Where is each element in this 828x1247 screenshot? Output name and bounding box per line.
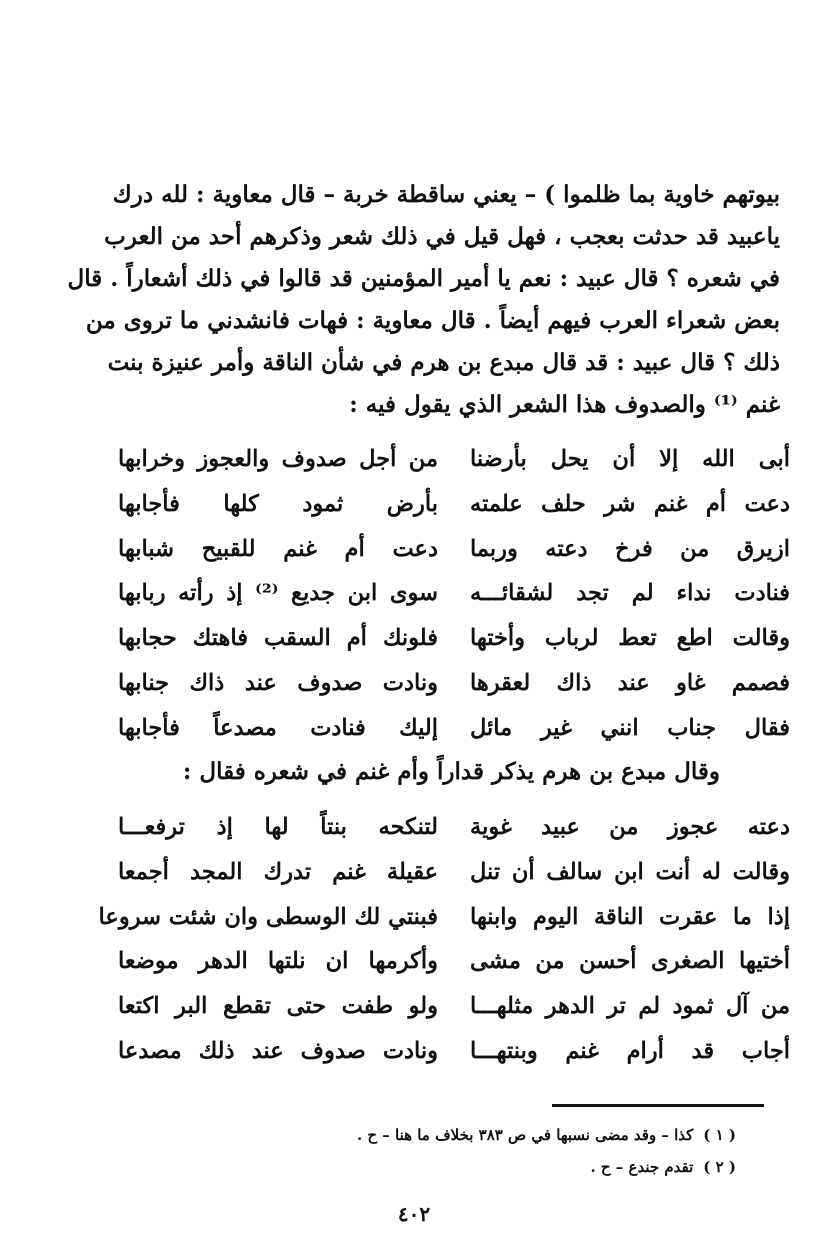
verse-first-hemistich: فقال جناب انني غير مائل <box>470 714 790 741</box>
verse-first-hemistich: أجاب قد أرام غنم وبنتهـــا <box>470 1037 790 1064</box>
prose-paragraph <box>67 174 780 426</box>
verse-row <box>118 437 790 482</box>
verse-second-hemistich: فبنتي لك الوسطى وان شئت سروعا <box>98 903 438 930</box>
poem-second <box>98 805 790 1074</box>
verse-second-hemistich: ولو طفت حتى تقطع البر اكتعا <box>118 993 438 1020</box>
footnote-divider <box>552 1104 764 1107</box>
verse-first-hemistich: فنادت نداء لم تجد لشقائـــه <box>470 580 790 607</box>
verse-second-hemistich: فلونك أم السقب فاهتك حجابها <box>118 625 438 652</box>
footnote-number: ( ١ ) <box>703 1126 736 1144</box>
verse-second-hemistich: ونادت صدوف عند ذلك مصدعا <box>118 1037 438 1064</box>
verse-second-hemistich: من أجل صدوف والعجوز وخرابها <box>118 446 438 472</box>
verse-first-hemistich: وقالت له أنت ابن سالف أن تنل <box>470 858 790 885</box>
verse-row <box>118 984 790 1029</box>
footnote-text: تقدم جندع – ح . <box>590 1158 694 1176</box>
verse-second-hemistich: سوى ابن جديع ⁽²⁾ إذ رأته ربابها <box>118 580 439 607</box>
verse-second-hemistich: ونادت صدوف عند ذاك جنابها <box>118 669 438 696</box>
verse-row <box>118 482 790 527</box>
footnote-text: كذا – وقد مضى نسبها في ص ٣٨٣ بخلاف ما هنا – ح . <box>356 1126 694 1144</box>
verse-second-hemistich: لتنكحه بنتاً لها إذ ترفعـــا <box>118 814 438 840</box>
footnote-number: ( ٢ ) <box>703 1158 736 1176</box>
footnote <box>236 1126 736 1144</box>
prose-line: ذلك ؟ قال عبيد : قد قال مبدع بن هرم في شأن الناقة وأمر عنيزة بنت <box>107 349 780 376</box>
verse-first-hemistich: دعته عجوز من عبيد غوية <box>470 814 790 840</box>
verse-first-hemistich: أختيها الصغرى أحسن من مشى <box>470 948 790 975</box>
footnote <box>236 1158 736 1176</box>
verse-row <box>118 571 790 616</box>
verse-second-hemistich: إليك فنادت مصدعاً فأجابها <box>118 714 438 741</box>
prose-line: في شعره ؟ قال عبيد : نعم يا أمير المؤمنين قد قالوا في ذلك أشعاراً . قال <box>67 265 780 292</box>
page-number: ٤٠٢ <box>397 1202 431 1226</box>
verse-first-hemistich: دعت أم غنم شر حلف علمته <box>470 490 790 517</box>
prose-line: غنم ⁽¹⁾ والصدوف هذا الشعر الذي يقول فيه : <box>349 391 780 418</box>
poem-introduction: وقال مبدع بن هرم يذكر قداراً وأم غنم في شعره فقال : <box>182 758 720 785</box>
verse-first-hemistich: إذا ما عقرت الناقة اليوم وابنها <box>470 903 790 930</box>
verse-first-hemistich: أبى الله إلا أن يحل بأرضنا <box>470 446 790 472</box>
verse-second-hemistich: وأكرمها ان نلتها الدهر موضعا <box>118 948 438 975</box>
verse-first-hemistich: وقالت اطع تعط لرباب وأختها <box>470 625 790 652</box>
verse-row <box>118 661 790 706</box>
verse-row <box>118 1029 790 1074</box>
poem-first <box>118 437 790 751</box>
verse-row <box>118 527 790 572</box>
prose-line: بعض شعراء العرب فيهم أيضاً . قال معاوية : فهات فانشدني ما تروى من <box>85 307 780 334</box>
verse-row <box>118 939 790 984</box>
verse-row <box>118 850 790 895</box>
verse-second-hemistich: دعت أم غنم للقبيح شبابها <box>118 535 438 562</box>
verse-row <box>118 706 790 751</box>
verse-row <box>118 616 790 661</box>
verse-second-hemistich: بأرض ثمود كلها فأجابها <box>118 490 438 517</box>
prose-line: بيوتهم خاوية بما ظلموا ) – يعني ساقطة خربة – قال معاوية : لله درك <box>112 181 780 208</box>
verse-row <box>98 895 790 940</box>
verse-first-hemistich: فصمم غاو عند ذاك لعقرها <box>470 669 790 696</box>
verse-first-hemistich: ازيرق من فرخ دعته وربما <box>470 535 790 562</box>
verse-row <box>118 805 790 850</box>
verse-first-hemistich: من آل ثمود لم تر الدهر مثلهـــا <box>470 993 790 1020</box>
verse-second-hemistich: عقيلة غنم تدرك المجد أجمعا <box>118 858 438 885</box>
prose-line: ياعبيد قد حدثت بعجب ، فهل قيل في ذلك شعر وذكرهم أحد من العرب <box>104 223 780 250</box>
